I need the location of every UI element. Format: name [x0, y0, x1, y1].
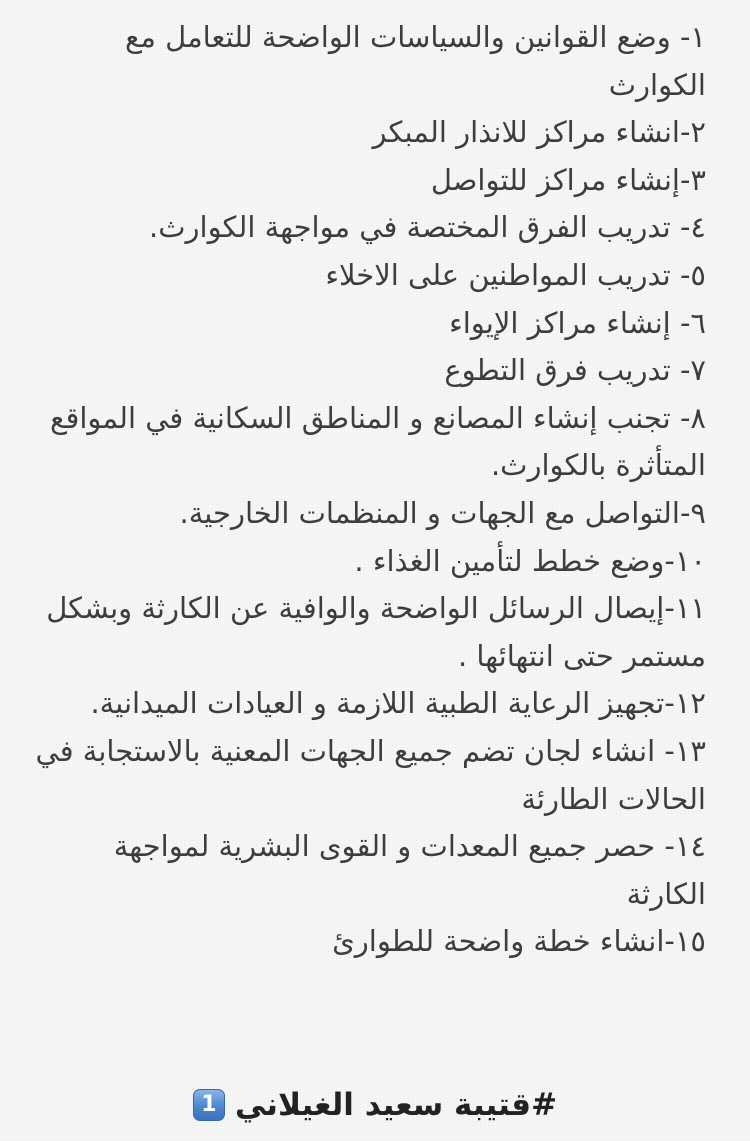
list-item-7: ٧- تدريب فرق التطوع: [444, 353, 706, 388]
list-item-14: ١٤- حصر جميع المعدات و القوى البشرية لمواجهة الكارثة: [113, 829, 706, 911]
keycap-digit-one-icon: 1: [193, 1089, 225, 1121]
list-item-8: ٨- تجنب إنشاء المصانع و المناطق السكانية في المواقع المتأثرة بالكوارث.: [50, 400, 706, 483]
list-item-12: ١٢-تجهيز الرعاية الطبية اللازمة و العيادات الميدانية.: [90, 686, 706, 721]
author-signature: [0, 1083, 750, 1127]
list-item-15: ١٥-انشاء خطة واضحة للطوارئ: [332, 924, 706, 959]
list-item-1: ١- وضع القوانين والسياسات الواضحة للتعامل مع الكوارث: [124, 20, 706, 102]
list-item-3: ٣-إنشاء مراكز للتواصل: [430, 162, 706, 197]
list-item-13: ١٣- انشاء لجان تضم جميع الجهات المعنية بالاستجابة في الحالات الطارئة: [35, 733, 706, 816]
list-item-5: ٥- تدريب المواطنين على الاخلاء: [325, 257, 706, 292]
hashtag-author[interactable]: #قتيبة سعيد الغيلاني: [234, 1087, 558, 1123]
list-item-4: ٤- تدريب الفرق المختصة في مواجهة الكوارث.: [148, 210, 706, 245]
list-item-10: ١٠-وضع خطط لتأمين الغذاء .: [354, 543, 706, 578]
list-item-6: ٦- إنشاء مراكز الإيواء: [449, 305, 706, 340]
list-item-11: ١١-إيصال الرسائل الواضحة والوافية عن الكارثة وبشكل مستمر حتى انتهائها .: [46, 591, 706, 673]
list-item-9: ٩-التواصل مع الجهات و المنظمات الخارجية.: [179, 495, 706, 530]
list-item-2: ٢-انشاء مراكز للانذار المبكر: [372, 115, 706, 150]
notes-list: [34, 14, 706, 966]
